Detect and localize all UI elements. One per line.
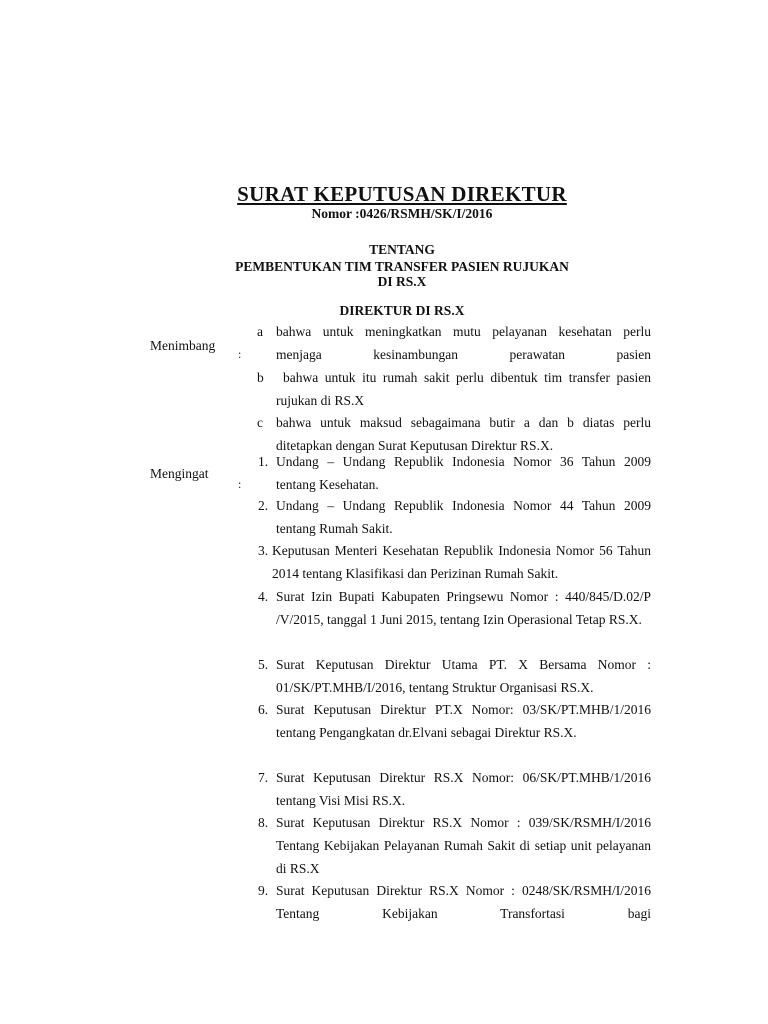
menimbang-marker-a: a [257, 324, 263, 339]
mengingat-marker-5: 5. [258, 657, 269, 672]
mengingat-item-1: Undang – Undang Republik Indonesia Nomor 36 Tahun 2009 tentang Kesehatan. [276, 454, 651, 492]
mengingat-marker-2: 2. [258, 498, 269, 513]
document-number: Nomor :0426/RSMH/SK/I/2016 [311, 206, 493, 221]
mengingat-item-3: Keputusan Menteri Kesehatan Republik Indonesia Nomor 56 Tahun 2014 tentang Klasifikasi dan Perizinan Rumah Sakit. [272, 543, 651, 581]
mengingat-label: Mengingat [150, 466, 209, 481]
subject-line-2: DI RS.X [377, 274, 427, 289]
menimbang-item-c: bahwa untuk maksud sebagaimana butir a dan b diatas perlu ditetapkan dengan Surat Keputusan Direktur RS.X. [276, 415, 651, 453]
document-title: SURAT KEPUTUSAN DIREKTUR [237, 182, 567, 206]
menimbang-label: Menimbang [150, 338, 216, 353]
tentang-heading: TENTANG [369, 242, 435, 257]
director-heading: DIREKTUR DI RS.X [339, 303, 465, 318]
mengingat-item-2: Undang – Undang Republik Indonesia Nomor 44 Tahun 2009 tentang Rumah Sakit. [276, 498, 651, 536]
mengingat-marker-9: 9. [258, 883, 269, 898]
mengingat-item-8: Surat Keputusan Direktur RS.X Nomor : 039/SK/RSMH/I/2016 Tentang Kebijakan Pelayanan Rumah Sakit di setiap unit pelayanan di RS.X [276, 815, 651, 876]
subject-line-1: PEMBENTUKAN TIM TRANSFER PASIEN RUJUKAN [235, 259, 569, 274]
menimbang-item-b: bahwa untuk itu rumah sakit perlu dibentuk tim transfer pasien rujukan di RS.X [276, 370, 651, 408]
menimbang-marker-b: b [257, 370, 264, 385]
mengingat-marker-7: 7. [258, 770, 269, 785]
mengingat-item-7: Surat Keputusan Direktur RS.X Nomor: 06/SK/PT.MHB/1/2016 tentang Visi Misi RS.X. [276, 770, 651, 808]
menimbang-item-a: bahwa untuk meningkatkan mutu pelayanan kesehatan perlu menjaga kesinambungan perawatan pasien [276, 324, 651, 362]
mengingat-item-5: Surat Keputusan Direktur Utama PT. X Bersama Nomor : 01/SK/PT.MHB/I/2016, tentang Struktur Organisasi RS.X. [276, 657, 651, 695]
mengingat-item-6: Surat Keputusan Direktur PT.X Nomor: 03/SK/PT.MHB/1/2016 tentang Pengangkatan dr.Elvani sebagai Direktur RS.X. [276, 702, 651, 740]
mengingat-colon: : [238, 477, 242, 491]
mengingat-marker-8: 8. [258, 815, 269, 830]
mengingat-marker-6: 6. [258, 702, 269, 717]
mengingat-item-4: Surat Izin Bupati Kabupaten Pringsewu Nomor : 440/845/D.02/P /V/2015, tanggal 1 Juni 2015, tentang Izin Operasional Tetap RS.X. [276, 589, 651, 627]
mengingat-item-9: Surat Keputusan Direktur RS.X Nomor : 0248/SK/RSMH/I/2016 Tentang Kebijakan Transfortasi bagi [276, 883, 651, 921]
menimbang-marker-c: c [257, 415, 263, 430]
mengingat-marker-4: 4. [258, 589, 269, 604]
mengingat-marker-1: 1. [258, 454, 269, 469]
mengingat-marker-3: 3. [258, 543, 269, 558]
menimbang-colon: : [238, 347, 242, 361]
